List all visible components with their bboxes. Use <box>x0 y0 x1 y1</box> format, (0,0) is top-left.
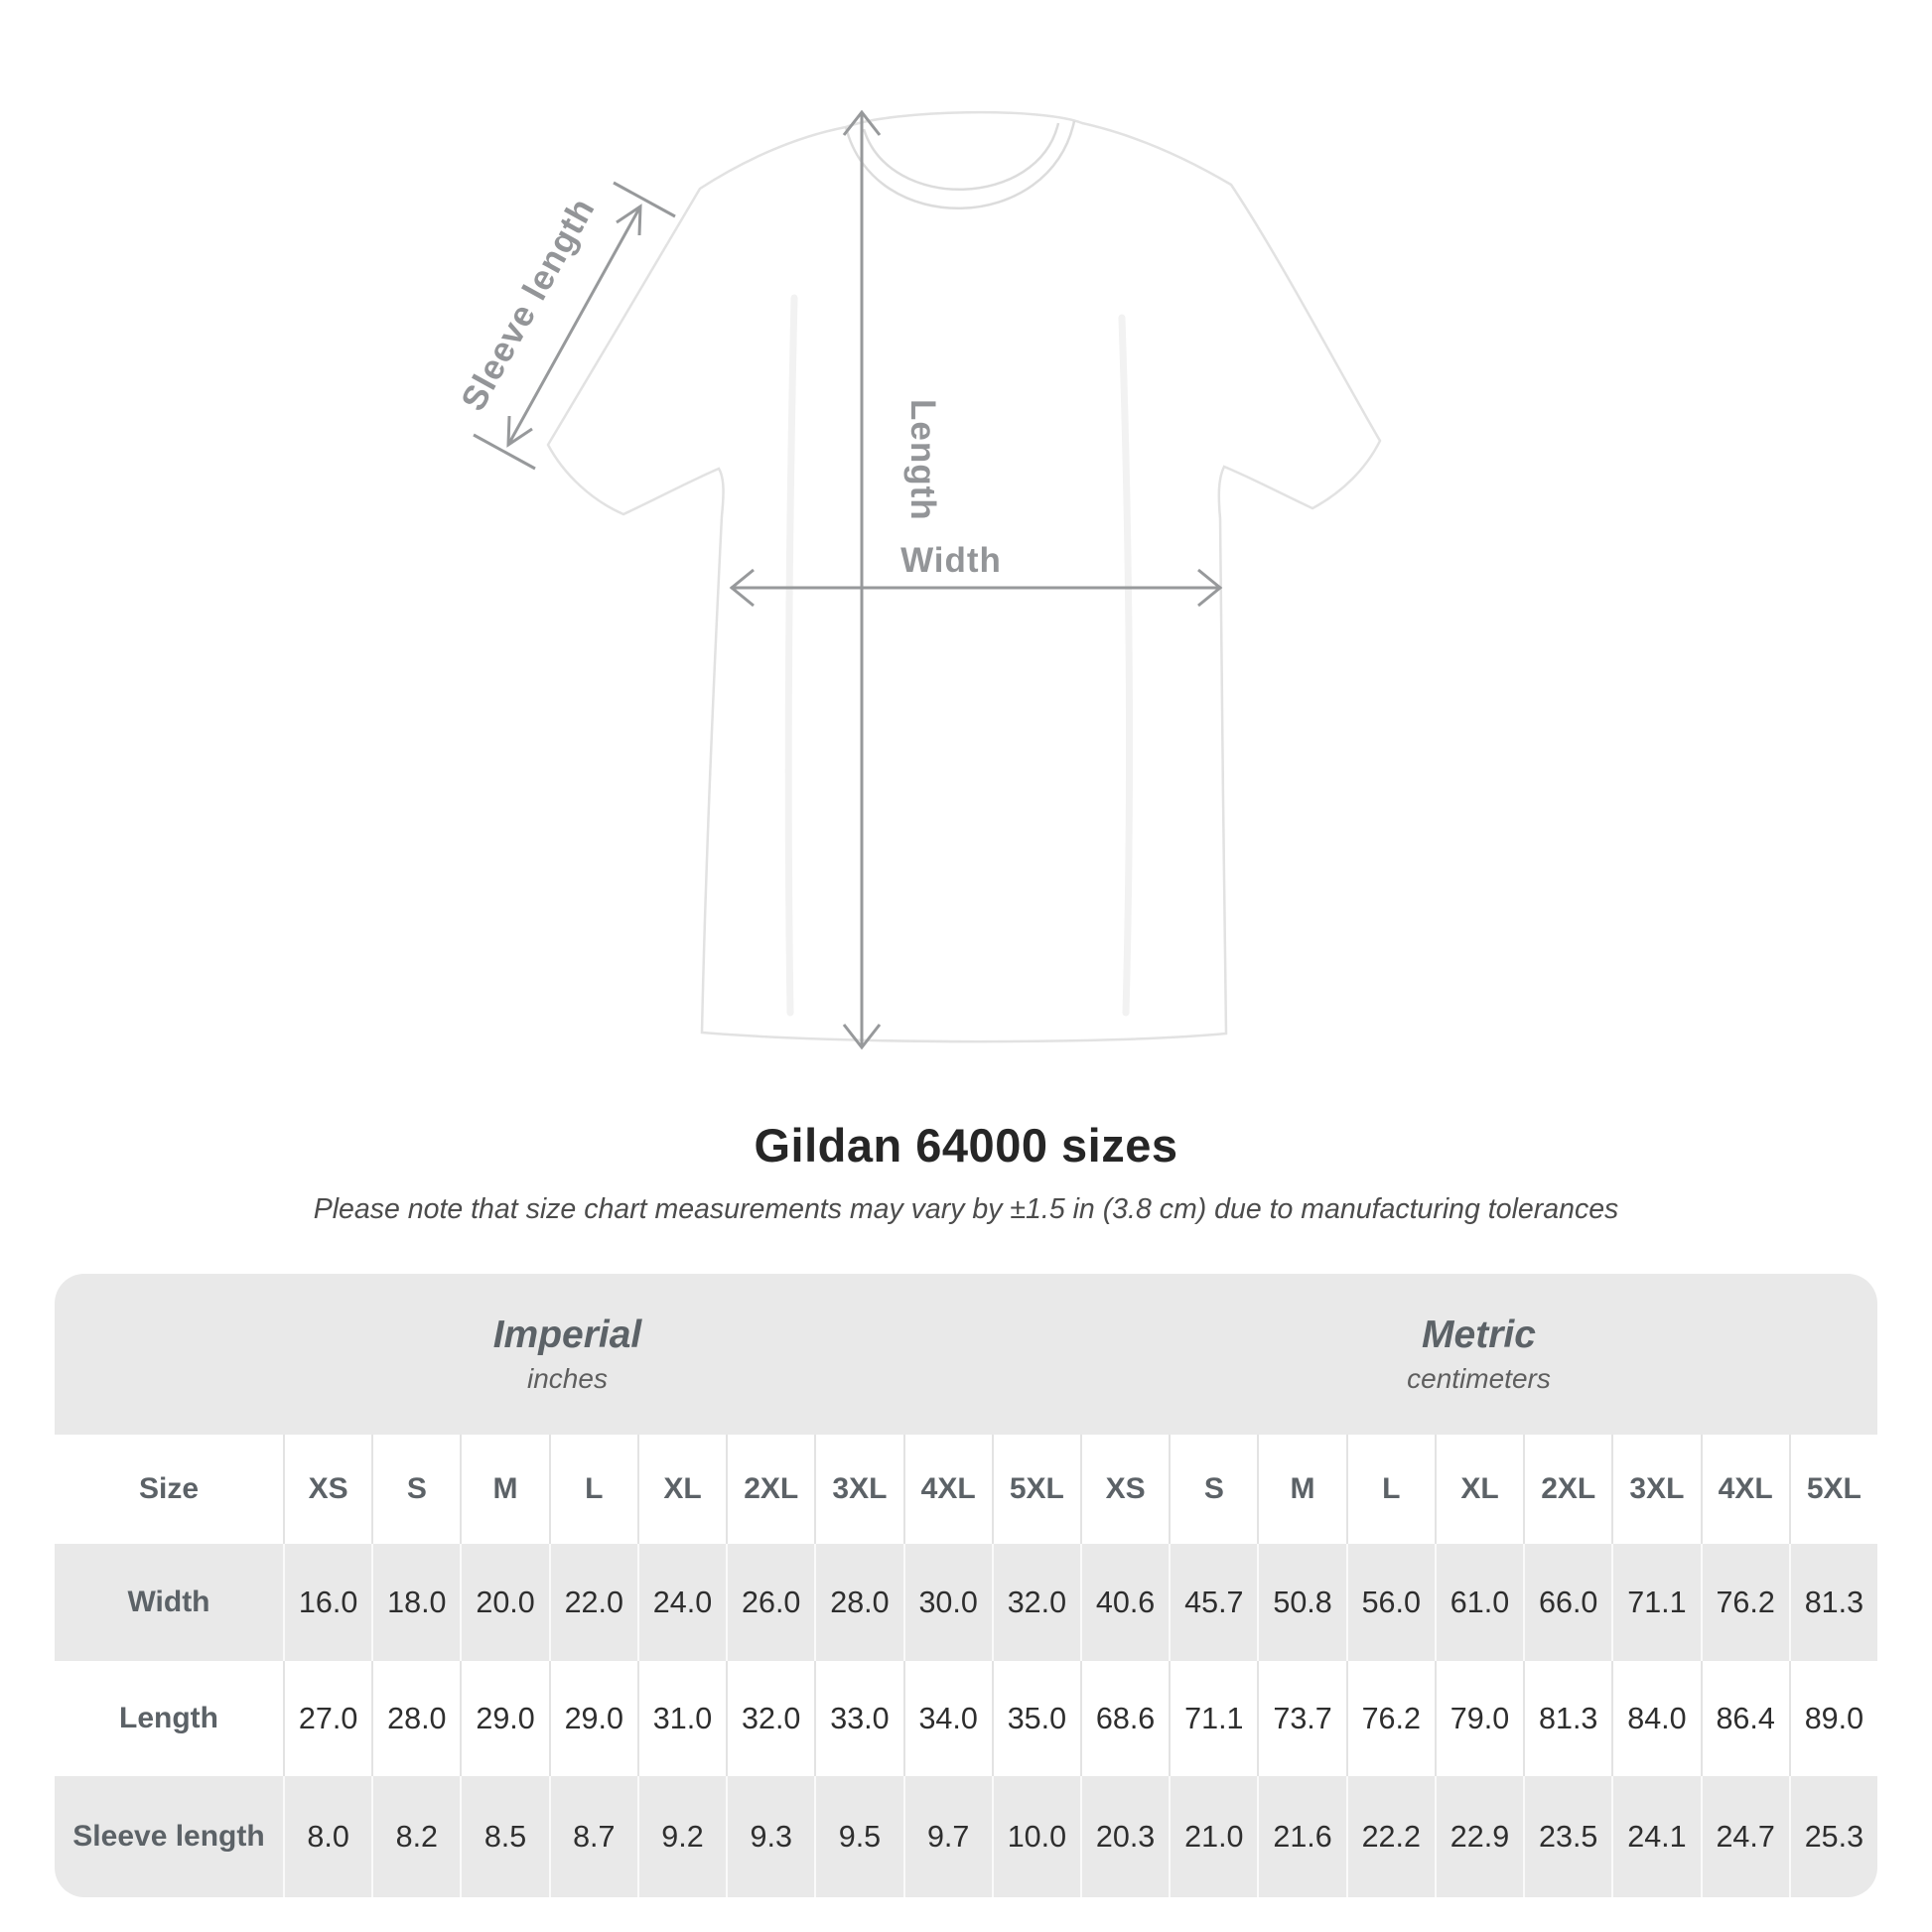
cell-length-metric: 79.0 <box>1435 1661 1523 1776</box>
cell-width-metric: 76.2 <box>1701 1544 1789 1661</box>
cell-sleeve-length-imperial: 9.2 <box>637 1776 726 1897</box>
metric-unit: centimeters <box>1407 1363 1551 1394</box>
size-header-metric-2xl: 2XL <box>1523 1435 1611 1544</box>
cell-length-imperial: 28.0 <box>371 1661 460 1776</box>
cell-sleeve-length-metric: 23.5 <box>1523 1776 1611 1897</box>
size-header-metric-l: L <box>1346 1435 1435 1544</box>
cell-length-metric: 81.3 <box>1523 1661 1611 1776</box>
size-header-imperial-l: L <box>549 1435 637 1544</box>
size-header-imperial-xs: XS <box>283 1435 371 1544</box>
row-label-length: Length <box>55 1661 283 1776</box>
cell-width-metric: 56.0 <box>1346 1544 1435 1661</box>
cell-width-imperial: 16.0 <box>283 1544 371 1661</box>
size-column-header: Size <box>55 1435 283 1544</box>
imperial-label: Imperial <box>492 1313 642 1356</box>
size-header-metric-xs: XS <box>1080 1435 1169 1544</box>
cell-length-imperial: 33.0 <box>814 1661 902 1776</box>
cell-sleeve-length-metric: 24.7 <box>1701 1776 1789 1897</box>
size-header-imperial-m: M <box>460 1435 548 1544</box>
imperial-unit: inches <box>527 1363 608 1394</box>
cell-sleeve-length-imperial: 8.5 <box>460 1776 548 1897</box>
size-header-imperial-xl: XL <box>637 1435 726 1544</box>
size-header-metric-4xl: 4XL <box>1701 1435 1789 1544</box>
cell-width-metric: 81.3 <box>1789 1544 1877 1661</box>
cell-width-metric: 40.6 <box>1080 1544 1169 1661</box>
cell-length-imperial: 29.0 <box>549 1661 637 1776</box>
cell-width-imperial: 22.0 <box>549 1544 637 1661</box>
cell-width-imperial: 30.0 <box>903 1544 992 1661</box>
cell-length-metric: 86.4 <box>1701 1661 1789 1776</box>
metric-label: Metric <box>1422 1313 1536 1356</box>
cell-width-imperial: 18.0 <box>371 1544 460 1661</box>
cell-sleeve-length-imperial: 8.7 <box>549 1776 637 1897</box>
cell-length-metric: 89.0 <box>1789 1661 1877 1776</box>
cell-width-imperial: 24.0 <box>637 1544 726 1661</box>
cell-length-imperial: 32.0 <box>726 1661 814 1776</box>
cell-sleeve-length-metric: 21.0 <box>1169 1776 1257 1897</box>
cell-length-metric: 84.0 <box>1611 1661 1700 1776</box>
cell-width-metric: 61.0 <box>1435 1544 1523 1661</box>
cell-width-imperial: 26.0 <box>726 1544 814 1661</box>
size-header-imperial-3xl: 3XL <box>814 1435 902 1544</box>
size-header-metric-m: M <box>1257 1435 1345 1544</box>
cell-length-imperial: 27.0 <box>283 1661 371 1776</box>
sleeve-length-label: Sleeve length <box>454 191 603 418</box>
metric-header <box>1080 1274 1877 1435</box>
imperial-header <box>55 1274 1080 1435</box>
cell-sleeve-length-metric: 20.3 <box>1080 1776 1169 1897</box>
size-header-metric-3xl: 3XL <box>1611 1435 1700 1544</box>
width-label: Width <box>900 541 1002 580</box>
cell-length-metric: 68.6 <box>1080 1661 1169 1776</box>
page-title: Gildan 64000 sizes <box>754 1119 1178 1172</box>
cell-length-metric: 73.7 <box>1257 1661 1345 1776</box>
cell-length-imperial: 29.0 <box>460 1661 548 1776</box>
cell-sleeve-length-metric: 22.2 <box>1346 1776 1435 1897</box>
cell-length-imperial: 31.0 <box>637 1661 726 1776</box>
cell-sleeve-length-metric: 24.1 <box>1611 1776 1700 1897</box>
cell-width-metric: 50.8 <box>1257 1544 1345 1661</box>
sleeve-extension-tick-top <box>614 183 675 216</box>
size-table <box>55 1274 1877 1897</box>
size-header-imperial-5xl: 5XL <box>992 1435 1080 1544</box>
cell-sleeve-length-metric: 21.6 <box>1257 1776 1345 1897</box>
size-header-imperial-4xl: 4XL <box>903 1435 992 1544</box>
cell-width-metric: 71.1 <box>1611 1544 1700 1661</box>
cell-sleeve-length-imperial: 9.3 <box>726 1776 814 1897</box>
cell-sleeve-length-imperial: 9.7 <box>903 1776 992 1897</box>
tolerance-note: Please note that size chart measurements may vary by ±1.5 in (3.8 cm) due to manufacturing tolerances <box>313 1193 1619 1225</box>
cell-sleeve-length-imperial: 8.0 <box>283 1776 371 1897</box>
size-header-imperial-s: S <box>371 1435 460 1544</box>
cell-width-imperial: 20.0 <box>460 1544 548 1661</box>
cell-width-metric: 45.7 <box>1169 1544 1257 1661</box>
cell-sleeve-length-imperial: 8.2 <box>371 1776 460 1897</box>
length-label: Length <box>903 399 942 521</box>
size-header-metric-xl: XL <box>1435 1435 1523 1544</box>
size-header-metric-s: S <box>1169 1435 1257 1544</box>
cell-length-imperial: 35.0 <box>992 1661 1080 1776</box>
cell-sleeve-length-metric: 22.9 <box>1435 1776 1523 1897</box>
sleeve-extension-tick-bottom <box>474 435 535 469</box>
cell-width-imperial: 28.0 <box>814 1544 902 1661</box>
cell-length-metric: 76.2 <box>1346 1661 1435 1776</box>
size-header-imperial-2xl: 2XL <box>726 1435 814 1544</box>
cell-length-metric: 71.1 <box>1169 1661 1257 1776</box>
row-label-width: Width <box>55 1544 283 1661</box>
cell-width-imperial: 32.0 <box>992 1544 1080 1661</box>
cell-width-metric: 66.0 <box>1523 1544 1611 1661</box>
cell-sleeve-length-imperial: 9.5 <box>814 1776 902 1897</box>
cell-sleeve-length-metric: 25.3 <box>1789 1776 1877 1897</box>
size-header-metric-5xl: 5XL <box>1789 1435 1877 1544</box>
cell-length-imperial: 34.0 <box>903 1661 992 1776</box>
cell-sleeve-length-imperial: 10.0 <box>992 1776 1080 1897</box>
row-label-sleeve-length: Sleeve length <box>55 1776 283 1897</box>
